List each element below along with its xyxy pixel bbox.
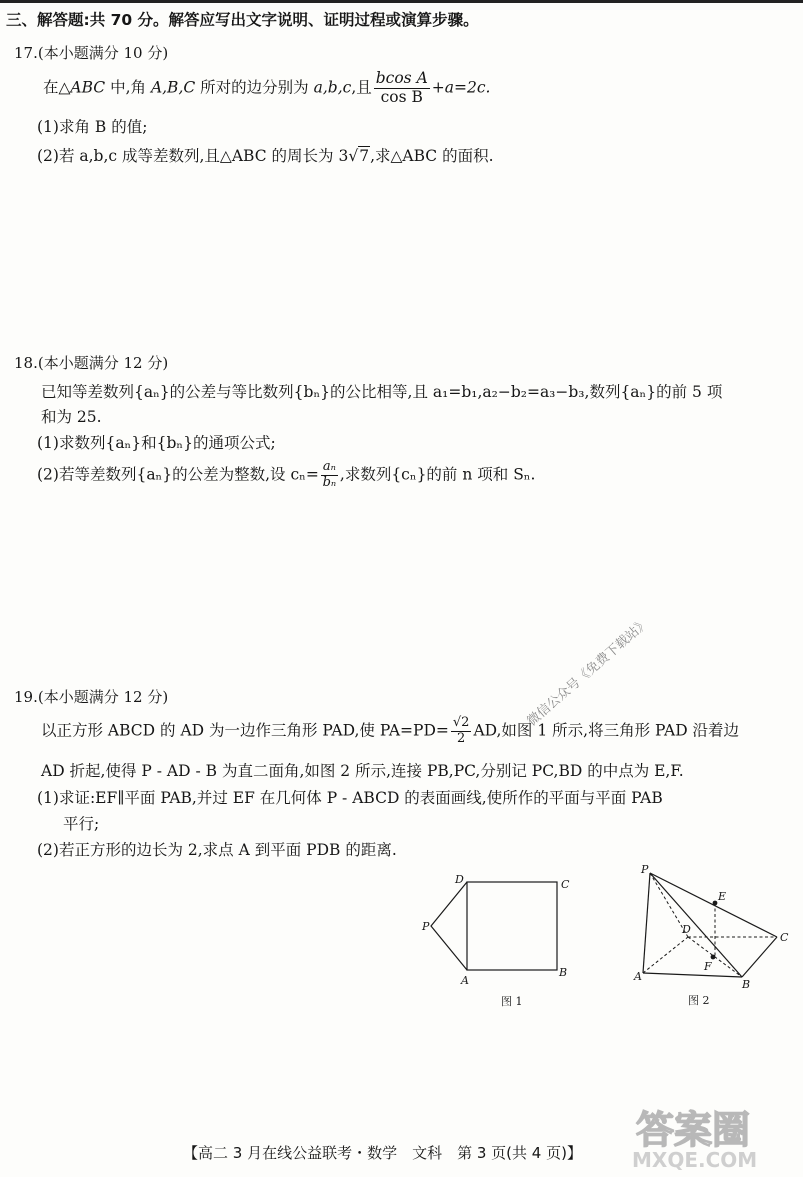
q19-line-1-tail: AD,如图 1 所示,将三角形 PAD 沿着边 bbox=[473, 721, 740, 740]
q18-line-1: 已知等差数列{aₙ}的公差与等比数列{bₙ}的公比相等,且 a₁=b₁,a₂−b₂=a₃−b₃,数列{aₙ}的前 5 项 bbox=[41, 383, 723, 401]
q18-header bbox=[14, 352, 168, 373]
fig1-square bbox=[467, 882, 557, 970]
q19-number: 19. bbox=[14, 688, 38, 706]
site-logo-graphic bbox=[628, 1095, 798, 1173]
fig2-label-c: C bbox=[780, 931, 789, 944]
site-logo-text: 答案圈 bbox=[636, 1108, 751, 1152]
q17-part-1: (1)求角 B 的值; bbox=[37, 118, 148, 136]
fig2-caption: 图 2 bbox=[688, 994, 710, 1007]
q19-line-2: AD 折起,使得 P - AD - B 为直二面角,如图 2 所示,连接 PB,PC,分别记 PC,BD 的中点为 E,F. bbox=[41, 762, 684, 780]
fig1-triangle-pad bbox=[431, 882, 467, 970]
q17-part-2-tail: ,求△ABC 的面积. bbox=[370, 147, 494, 165]
q17-stem-tail: +a=2c. bbox=[431, 78, 491, 97]
fig1-label-b: B bbox=[559, 966, 568, 979]
q17-stem-text-3: 所对的边分别为 bbox=[195, 78, 314, 97]
q18-fraction bbox=[321, 460, 338, 491]
figure-2 bbox=[630, 860, 795, 1010]
q17-stem-angles: A,B,C bbox=[150, 78, 196, 97]
q18-part-1: (1)求数列{aₙ}和{bₙ}的通项公式; bbox=[37, 434, 276, 452]
q17-part-2 bbox=[37, 144, 494, 166]
q18-line-2: 和为 25. bbox=[41, 408, 102, 426]
q17-points: (本小题满分 10 分) bbox=[37, 44, 169, 62]
q17-stem bbox=[43, 70, 490, 107]
q17-number: 17. bbox=[14, 44, 38, 62]
site-logo bbox=[628, 1095, 798, 1173]
q19-part-1-cont: 平行; bbox=[63, 815, 100, 833]
q17-stem-sides: a,b,c bbox=[313, 78, 352, 97]
q17-stem-text: 在△ bbox=[43, 78, 71, 97]
q17-stem-abc: ABC bbox=[70, 78, 106, 97]
q17-stem-text-2: 中,角 bbox=[105, 78, 151, 97]
q17-sqrt-radicand: 7 bbox=[359, 147, 370, 165]
fig1-label-c: C bbox=[561, 878, 570, 891]
fig2-point-e bbox=[713, 901, 718, 906]
q19-header bbox=[14, 686, 168, 707]
q17-fraction bbox=[374, 70, 430, 107]
q19-fraction bbox=[451, 716, 472, 747]
q19-part-1: (1)求证:EF∥平面 PAB,并过 EF 在几何体 P - ABCD 的表面画线,使所作的平面与平面 PAB bbox=[37, 789, 663, 807]
q18-points: (本小题满分 12 分) bbox=[37, 354, 169, 372]
q19-points: (本小题满分 12 分) bbox=[37, 688, 169, 706]
q17-fraction-numerator: bcos A bbox=[375, 69, 428, 87]
fig2-edge-bc bbox=[742, 937, 777, 977]
q18-part-2 bbox=[37, 460, 535, 491]
fig2-edge-pc bbox=[650, 873, 777, 937]
fig2-point-f bbox=[711, 955, 716, 960]
fig2-edge-pb bbox=[650, 873, 742, 977]
q18-fraction-numerator: aₙ bbox=[322, 459, 336, 474]
watermark-text: 微信公众号《免费下载站》 bbox=[524, 615, 653, 730]
fig2-label-e: E bbox=[718, 890, 727, 903]
q19-line-1-text: 以正方形 ABCD 的 AD 为一边作三角形 PAD,使 PA=PD= bbox=[41, 721, 449, 740]
fig1-label-a: A bbox=[461, 974, 469, 987]
site-logo-subtext: MXQE.COM bbox=[632, 1148, 758, 1172]
q18-part-2-text: (2)若等差数列{aₙ}的公差为整数,设 cₙ= bbox=[37, 465, 319, 484]
q17-header bbox=[14, 42, 168, 63]
q17-sqrt: √7 bbox=[348, 147, 370, 165]
q18-part-2-tail: ,求数列{cₙ}的前 n 项和 Sₙ. bbox=[339, 465, 536, 484]
fig2-label-d: D bbox=[682, 923, 691, 936]
q19-fraction-denominator: 2 bbox=[457, 730, 466, 746]
page-footer: 【高二 3 月在线公益联考・数学 文科 第 3 页(共 4 页)】 bbox=[183, 1144, 582, 1162]
q17-stem-text-4: ,且 bbox=[351, 78, 372, 97]
q17-part-2-text: (2)若 a,b,c 成等差数列,且△ABC 的周长为 3 bbox=[37, 147, 349, 165]
fig1-label-p: P bbox=[422, 920, 430, 933]
q18-number: 18. bbox=[14, 354, 38, 372]
q19-fraction-numerator: √2 bbox=[452, 715, 470, 730]
q19-part-2: (2)若正方形的边长为 2,求点 A 到平面 PDB 的距离. bbox=[37, 841, 397, 859]
fig2-label-p: P bbox=[641, 863, 649, 876]
fig2-edge-ad bbox=[643, 937, 688, 973]
top-rule bbox=[0, 0, 803, 3]
q17-fraction-denominator: cos B bbox=[380, 87, 423, 106]
q18-fraction-denominator: bₙ bbox=[322, 474, 337, 490]
fig1-label-d: D bbox=[455, 873, 464, 886]
fig2-edge-pa bbox=[643, 873, 650, 973]
fig1-caption: 图 1 bbox=[501, 995, 523, 1008]
figure-1 bbox=[415, 868, 580, 1013]
section-heading: 三、解答题:共 70 分。解答应写出文字说明、证明过程或演算步骤。 bbox=[6, 11, 479, 29]
fig2-label-f: F bbox=[704, 960, 712, 973]
fig2-label-b: B bbox=[742, 978, 751, 991]
q19-line-1 bbox=[41, 716, 739, 747]
fig2-edge-ab bbox=[643, 973, 742, 977]
fig2-label-a: A bbox=[634, 970, 642, 983]
